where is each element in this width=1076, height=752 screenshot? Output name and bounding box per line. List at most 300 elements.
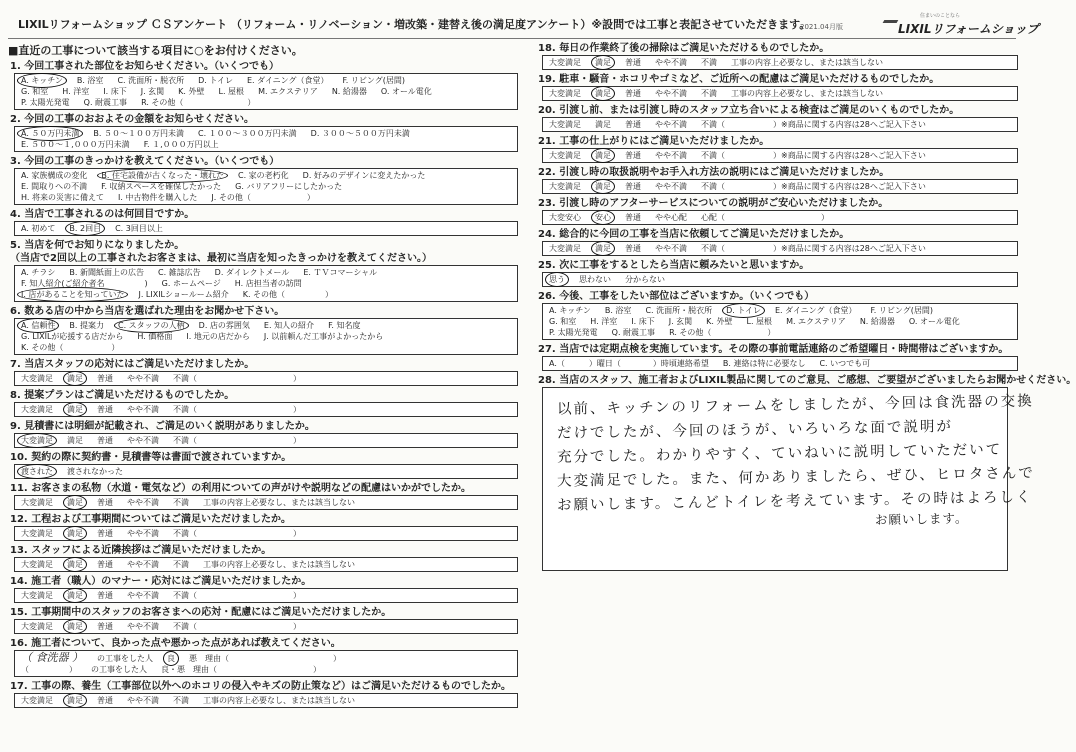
answer-option[interactable]: 普通 [97, 560, 113, 569]
question-block [534, 42, 1018, 70]
answer-option[interactable]: やや不満 [655, 151, 687, 160]
answer-option[interactable]: K. その他（ ） [21, 343, 120, 352]
question-block [534, 228, 1018, 256]
answer-box [14, 168, 518, 205]
answer-option[interactable]: 不満（ ）※商品に関する内容は28へご記入下さい [701, 244, 926, 253]
answer-line [21, 621, 511, 632]
answer-option[interactable]: 大変満足 [549, 120, 581, 129]
answer-option[interactable]: 不満（ ） [173, 374, 301, 383]
answer-option[interactable]: I. 地元の店だから [186, 332, 250, 341]
answer-line [549, 274, 1011, 285]
answer-option[interactable]: 普通 [625, 89, 641, 98]
question-28-title: 28. 当店のスタッフ、施工者およびLIXIL製品に関してのご意見、ご感想、ご要望がございましたらお聞かせください。 [538, 375, 1076, 386]
answer-option[interactable]: やや不満 [655, 182, 687, 191]
answer-option[interactable]: 普通 [625, 213, 641, 222]
answer-option[interactable]: 工事の内容上必要なし、または該当しない [731, 58, 883, 67]
answer-option[interactable]: F. １,０００万円以上 [143, 140, 219, 149]
comment-line: 以前、キッチンのリフォームをしましたが、今回は食洗器の交換 [556, 393, 1034, 418]
answer-option[interactable]: B. 浴室 [76, 76, 104, 85]
answer-option-selected[interactable]: A. キッチン [21, 76, 63, 85]
answer-option[interactable]: E. 知人の紹介 [263, 321, 315, 330]
answer-option[interactable]: やや不満 [127, 622, 159, 631]
answer-option[interactable]: 心配（ ） [701, 213, 829, 222]
answer-option[interactable]: 不満（ ） [173, 436, 301, 445]
answer-box [14, 526, 518, 541]
answer-option[interactable]: Q. 耐震工事 [611, 328, 656, 337]
answer-option[interactable]: B. 連絡は特に必要なし [722, 359, 806, 368]
answer-option[interactable]: 大変満足 [21, 591, 53, 600]
answer-option[interactable]: 思わない [579, 275, 611, 284]
answer-option[interactable]: L. 屋根 [218, 87, 245, 96]
answer-option[interactable]: 不満（ ）※商品に関する内容は28へご記入下さい [701, 120, 926, 129]
answer-option[interactable]: 不満（ ） [173, 622, 301, 631]
answer-option[interactable]: 大変安心 [549, 213, 581, 222]
answer-option[interactable]: P. 太陽光発電 [21, 98, 70, 107]
question-title: 2. 今回の工事のおおよその金額をお知らせください。 [10, 114, 254, 125]
answer-option[interactable]: E. ５００～１,０００万円未満 [21, 140, 130, 149]
answer-option-selected[interactable]: 満足 [595, 182, 611, 191]
answer-option[interactable]: 普通 [97, 498, 113, 507]
answer-option[interactable]: J. その他（ ） [211, 193, 315, 202]
answer-option-selected[interactable]: 満足 [67, 560, 83, 569]
answer-box [14, 619, 518, 634]
answer-option-selected[interactable]: 満足 [595, 151, 611, 160]
answer-option-selected[interactable]: 満足 [67, 498, 83, 507]
answer-option[interactable]: やや不満 [655, 120, 687, 129]
answer-option[interactable]: 普通 [625, 120, 641, 129]
answer-option[interactable]: （ 食洗器 ） [21, 651, 83, 664]
answer-option[interactable]: M. エクステリア [258, 87, 318, 96]
answer-option[interactable]: I. 床下 [631, 317, 655, 326]
answer-option[interactable]: H. 洋室 [62, 87, 90, 96]
answer-option[interactable]: J. 以前頼んだ工事がよかったから [263, 332, 384, 341]
question-title: 12. 工程および工事期間についてはご満足いただけましたか。 [10, 514, 291, 525]
answer-option[interactable]: C. いつでも可 [819, 359, 871, 368]
answer-option[interactable]: J. 玄関 [140, 87, 165, 96]
answer-option[interactable]: H. 店担当者の訪問 [234, 279, 302, 288]
answer-option[interactable]: K. 外壁 [178, 87, 205, 96]
question-title: 19. 駐車・騒音・ホコリやゴミなど、ご近所への配慮はご満足いただけるものでしたか。 [538, 74, 940, 85]
answer-option[interactable]: 普通 [625, 182, 641, 191]
answer-option[interactable]: A. キッチン [549, 306, 591, 315]
answer-option-selected[interactable]: B. 2回目 [69, 224, 102, 233]
question-block [6, 420, 518, 448]
section-title: ■直近の工事について該当する項目に○をお付けください。 [8, 44, 303, 57]
answer-box [542, 272, 1018, 287]
answer-option[interactable]: B. 提案力 [69, 321, 104, 330]
answer-line [549, 150, 1011, 161]
question-block [6, 155, 518, 205]
answer-option[interactable]: E. ダイニング（食堂） [246, 76, 329, 85]
answer-option-selected[interactable]: 思う [549, 275, 565, 284]
answer-option[interactable]: 普通 [97, 622, 113, 631]
question-block [6, 60, 518, 110]
logo-text: LIXILリフォームショップ [898, 22, 1039, 36]
answer-option[interactable]: E. 間取りへの不満 [21, 182, 88, 191]
answer-option[interactable]: F. リビング(居間) [870, 306, 933, 315]
answer-option[interactable]: 普通 [97, 696, 113, 705]
answer-option[interactable]: やや不満 [127, 696, 159, 705]
answer-line [549, 358, 1011, 369]
question-title: 17. 工事の際、養生（工事部位以外へのホコリの侵入やキズの防止策など）はご満足いただけるものでしたか。 [10, 681, 511, 692]
answer-option[interactable]: 大変満足 [549, 89, 581, 98]
answer-line [21, 223, 511, 234]
question-block [6, 606, 518, 634]
answer-option-selected[interactable]: 満足 [67, 622, 83, 631]
answer-option[interactable]: 悪 理由（ ） [189, 654, 341, 663]
answer-box [542, 210, 1018, 225]
answer-box [14, 221, 518, 236]
answer-line [21, 97, 511, 108]
answer-line [21, 664, 511, 675]
answer-option[interactable]: 大変満足 [21, 560, 53, 569]
question-title: 7. 当店スタッフの応対にはご満足いただけましたか。 [10, 359, 255, 370]
lixil-logo [880, 12, 1039, 36]
question-block [6, 208, 518, 236]
answer-option-selected[interactable]: C. スタッフの人柄 [118, 321, 185, 330]
question-block [6, 358, 518, 386]
answer-line [21, 652, 511, 664]
answer-box [542, 86, 1018, 101]
answer-option[interactable]: H. 将来の災害に備えて [21, 193, 104, 202]
question-title: 4. 当店で工事されるのは何回目ですか。 [10, 209, 195, 220]
answer-line [549, 316, 1011, 327]
question-block [534, 166, 1018, 194]
answer-option-selected[interactable]: 満足 [67, 405, 83, 414]
question-block [534, 290, 1018, 340]
question-title: 24. 総合的に今回の工事を当店に依頼してご満足いただけましたか。 [538, 229, 850, 240]
answer-option[interactable]: 大変満足 [21, 622, 53, 631]
answer-option[interactable]: 大変満足 [21, 696, 53, 705]
answer-option[interactable]: 不満（ ）※商品に関する内容は28へご記入下さい [701, 151, 926, 160]
question-block [6, 389, 518, 417]
comment-line: お願いします。こんどトイレを考えています。その時はよろしく [556, 489, 1033, 514]
answer-option[interactable]: D. ダイレクトメール [214, 268, 290, 277]
question-block [6, 575, 518, 603]
answer-line [549, 243, 1011, 254]
question-block [534, 73, 1018, 101]
answer-box [14, 371, 518, 386]
answer-option[interactable]: C. 家の老朽化 [238, 171, 289, 180]
left-question-list [6, 60, 518, 708]
answer-option[interactable]: 満足 [67, 436, 83, 445]
question-title: 5. 当店を何でお知りになりましたか。 [10, 240, 185, 251]
answer-option[interactable]: J. LIXILショールーム紹介 [138, 290, 229, 299]
answer-option[interactable]: 工事の内容上必要なし、または該当しない [731, 89, 883, 98]
answer-line [21, 128, 511, 139]
answer-option[interactable]: 不満 [701, 89, 717, 98]
answer-option[interactable]: G. ホームページ [161, 279, 221, 288]
answer-option[interactable]: 普通 [625, 244, 641, 253]
answer-option[interactable]: の工事をした人 [91, 665, 147, 674]
answer-box [542, 179, 1018, 194]
answer-option-selected[interactable]: 満足 [67, 696, 83, 705]
question-title: 27. 当店では定期点検を実施しています。その際の事前電話連絡のご希望曜日・時間帯はございますか。 [538, 344, 1009, 355]
question-title: 14. 施工者（職人）のマナー・応対にはご満足いただけましたか。 [10, 576, 312, 587]
answer-option[interactable]: E. ＴＶコマーシャル [303, 268, 378, 277]
answer-line [21, 528, 511, 539]
answer-line [549, 327, 1011, 338]
answer-box [542, 55, 1018, 70]
answer-box [14, 126, 518, 152]
answer-option-selected[interactable]: 満足 [67, 529, 83, 538]
answer-option[interactable]: R. その他（ ） [141, 98, 256, 107]
answer-line [21, 86, 511, 97]
answer-line [21, 590, 511, 601]
answer-option[interactable]: 不満（ ）※商品に関する内容は28へご記入下さい [701, 182, 926, 191]
answer-option[interactable]: やや不満 [655, 89, 687, 98]
answer-option[interactable]: D. ３００～５００万円未満 [310, 129, 410, 138]
answer-option[interactable]: 普通 [625, 58, 641, 67]
answer-option-selected[interactable]: 満足 [595, 89, 611, 98]
answer-option[interactable]: C. 雑誌広告 [158, 268, 201, 277]
answer-option[interactable]: 普通 [97, 374, 113, 383]
answer-option[interactable]: やや不満 [127, 374, 159, 383]
answer-option[interactable]: やや不満 [127, 405, 159, 414]
comment-line: 大変満足でした。また、何かありましたら、ぜひ、ヒロタさんで [556, 465, 1035, 490]
answer-option[interactable]: 不満（ ） [173, 591, 301, 600]
answer-line [21, 75, 511, 86]
question-title: 3. 今回の工事のきっかけを教えてください。（いくつでも） [10, 156, 280, 167]
question-title: 18. 毎日の作業終了後の掃除はご満足いただけるものでしたか。 [538, 43, 830, 54]
answer-option-selected[interactable]: 渡された [21, 467, 53, 476]
answer-option-selected[interactable]: B. 住宅設備が古くなった・壊れた [101, 171, 224, 180]
answer-option[interactable]: 工事の内容上必要なし、または該当しない [203, 498, 355, 507]
answer-option[interactable]: B. ５０～１００万円未満 [93, 129, 184, 138]
answer-box [542, 356, 1018, 371]
question-block [6, 305, 518, 355]
answer-line [21, 289, 511, 300]
answer-option[interactable]: 大変満足 [549, 58, 581, 67]
question-title: 25. 次に工事をするとしたら当店に頼みたいと思いますか。 [538, 260, 810, 271]
question-title: 9. 見積書には明細が記載され、ご満足のいく説明がありましたか。 [10, 421, 315, 432]
answer-option[interactable]: 良・悪 理由（ ） [161, 665, 321, 674]
answer-option[interactable]: F. 知名度 [328, 321, 361, 330]
question-title: 1. 今回工事された部位をお知らせください。（いくつでも） [10, 61, 279, 72]
survey-header [8, 8, 1039, 39]
answer-option[interactable]: G. 和室 [21, 87, 49, 96]
answer-option[interactable]: D. トイレ [198, 76, 233, 85]
answer-line [549, 181, 1011, 192]
answer-option[interactable]: I. 中古物件を購入した [117, 193, 198, 202]
answer-option[interactable]: G. 和室 [549, 317, 577, 326]
answer-option[interactable]: A. チラシ [21, 268, 56, 277]
answer-option[interactable]: N. 給湯器 [331, 87, 367, 96]
answer-option-selected[interactable]: I. 店があることを知っていた [21, 290, 125, 299]
answer-line [21, 331, 511, 342]
answer-option[interactable]: K. その他（ ） [242, 290, 334, 299]
answer-line [21, 695, 511, 706]
answer-option[interactable]: A.（ ）曜日（ ）時頃連絡希望 [549, 359, 709, 368]
answer-option[interactable]: 分からない [625, 275, 665, 284]
answer-option-selected[interactable]: 大変満足 [21, 436, 53, 445]
form-version-date: 2021.04月版 [800, 23, 843, 31]
answer-option-selected[interactable]: 満足 [67, 591, 83, 600]
answer-option[interactable]: やや不満 [127, 529, 159, 538]
answer-option[interactable]: Q. 耐震工事 [83, 98, 128, 107]
answer-option[interactable]: N. 給湯器 [859, 317, 895, 326]
answer-option-selected[interactable]: 安心 [595, 213, 611, 222]
answer-box [14, 464, 518, 479]
answer-line [21, 435, 511, 446]
answer-option-selected[interactable]: 満足 [595, 58, 611, 67]
answer-option[interactable]: F. 収納スペースを確保したかった [101, 182, 222, 191]
answer-option[interactable]: O. オール電化 [908, 317, 960, 326]
logo-tagline: 住まいのことなら [920, 13, 961, 19]
answer-option[interactable]: やや不満 [127, 560, 159, 569]
answer-option[interactable]: E. ダイニング（食堂） [774, 306, 857, 315]
answer-option[interactable]: C. 3回目以上 [115, 224, 163, 233]
answer-option[interactable]: 不満 [701, 58, 717, 67]
answer-option[interactable]: G. バリアフリーにしたかった [235, 182, 343, 191]
answer-option[interactable]: H. 洋室 [590, 317, 618, 326]
answer-box [542, 241, 1018, 256]
answer-option[interactable]: 大変満足 [21, 405, 53, 414]
answer-box [14, 693, 518, 708]
answer-box [542, 148, 1018, 163]
answer-option[interactable]: 不満（ ） [173, 529, 301, 538]
answer-option[interactable]: やや不満 [655, 58, 687, 67]
answer-option[interactable]: 普通 [97, 591, 113, 600]
answer-option[interactable]: 不満 [173, 498, 189, 507]
answer-option[interactable]: F. 知人紹介(ご紹介者名 ) [21, 279, 148, 288]
answer-line [21, 466, 511, 477]
answer-option[interactable]: B. 浴室 [604, 306, 632, 315]
answer-option-selected[interactable]: 満足 [595, 244, 611, 253]
answer-option[interactable]: B. 新聞紙面上の広告 [69, 268, 144, 277]
answer-option-selected[interactable]: 満足 [67, 374, 83, 383]
right-question-list [534, 42, 1018, 371]
answer-option[interactable]: 不満 [173, 696, 189, 705]
answer-option[interactable]: 大変満足 [549, 244, 581, 253]
answer-option[interactable]: やや心配 [655, 213, 687, 222]
answer-option[interactable]: J. 玄関 [668, 317, 693, 326]
answer-line [21, 559, 511, 570]
answer-option[interactable]: 普通 [97, 436, 113, 445]
answer-option[interactable]: やや不満 [127, 498, 159, 507]
right-column [534, 42, 1076, 574]
question-title: 8. 提案プランはご満足いただけるものでしたか。 [10, 390, 235, 401]
answer-option[interactable]: 満足 [595, 120, 611, 129]
answer-option[interactable]: やや不満 [127, 591, 159, 600]
answer-option[interactable]: 大変満足 [21, 529, 53, 538]
answer-option[interactable]: F. リビング(居間) [342, 76, 405, 85]
answer-line [549, 57, 1011, 68]
answer-box [14, 402, 518, 417]
question-block [6, 239, 518, 302]
answer-option[interactable]: （ ） [21, 665, 77, 674]
answer-option[interactable]: 大変満足 [21, 498, 53, 507]
answer-option[interactable]: の工事をした人 [97, 654, 153, 663]
answer-option[interactable]: 不満 [173, 560, 189, 569]
answer-option[interactable]: D. 好みのデザインに変えたかった [302, 171, 426, 180]
question-block [534, 104, 1018, 132]
answer-option[interactable]: C. 洗面所・脱衣所 [645, 306, 713, 315]
answer-option[interactable]: D. 店の雰囲気 [198, 321, 250, 330]
answer-box [14, 318, 518, 355]
answer-option[interactable]: やや不満 [655, 244, 687, 253]
logo-swoosh-icon [876, 20, 899, 35]
answer-option[interactable]: 大変満足 [549, 151, 581, 160]
answer-option[interactable]: I. 床下 [103, 87, 127, 96]
question-title: 10. 契約の際に契約書・見積書等は書面で渡されていますか。 [10, 452, 292, 463]
answer-option[interactable]: H. 価格面 [137, 332, 173, 341]
answer-option[interactable]: O. オール電化 [380, 87, 432, 96]
answer-option-selected[interactable]: A. ５０万円未満 [21, 129, 80, 138]
answer-option[interactable]: L. 屋根 [746, 317, 773, 326]
question-block [6, 451, 518, 479]
question-block [6, 637, 518, 677]
answer-line [21, 497, 511, 508]
answer-option[interactable]: C. 洗面所・脱衣所 [117, 76, 185, 85]
answer-option[interactable]: A. 家族構成の変化 [21, 171, 88, 180]
question-block [534, 135, 1018, 163]
answer-box [14, 588, 518, 603]
answer-option[interactable]: 大変満足 [549, 182, 581, 191]
question-title: 16. 施工者について、良かった点や悪かった点があれば教えてください。 [10, 638, 341, 649]
question-block [6, 680, 518, 708]
answer-box [542, 117, 1018, 132]
question-title: 11. お客さまの私物（水道・電気など）の利用についての声がけや説明などの配慮はいかがでしたか。 [10, 483, 471, 494]
question-title: 26. 今後、工事をしたい部位はございますか。（いくつでも） [538, 291, 815, 302]
question-title: 15. 工事期間中のスタッフのお客さまへの応対・配慮にはご満足いただけましたか。 [10, 607, 392, 618]
answer-option-selected[interactable]: 良 [167, 654, 175, 663]
question-title: 21. 工事の仕上がりにはご満足いただけましたか。 [538, 136, 770, 147]
question-subtitle: （当店で2回以上の工事されたお客さまは、最初に当店を知ったきっかけを教えてください。） [10, 253, 432, 264]
answer-box [542, 303, 1018, 340]
answer-line [549, 212, 1011, 223]
answer-option[interactable]: K. 外壁 [706, 317, 733, 326]
survey-title: LIXILリフォームショップ ＣＳアンケート （リフォーム・リノベーション・増改築・建替え後の満足度アンケート）※設問では工事と表記させていただきます。 [18, 18, 811, 31]
question-block [534, 343, 1018, 371]
question-block [6, 513, 518, 541]
question-title: 20. 引渡し前、または引渡し時のスタッフ立ち合いによる検査はご満足のいくものでしたか。 [538, 105, 960, 116]
answer-box [14, 557, 518, 572]
question-block [6, 113, 518, 152]
answer-option[interactable]: 不満（ ） [173, 405, 301, 414]
answer-line [21, 181, 511, 192]
answer-option[interactable]: G. LIXILが応援する店だから [21, 332, 124, 341]
answer-option[interactable]: P. 太陽光発電 [549, 328, 598, 337]
answer-option-selected[interactable]: D. トイレ [726, 306, 761, 315]
answer-option[interactable]: 工事の内容上必要なし、または該当しない [203, 696, 355, 705]
question-block [534, 259, 1018, 287]
answer-line [21, 320, 511, 331]
answer-line [21, 404, 511, 415]
answer-box [14, 433, 518, 448]
answer-option[interactable]: M. エクステリア [786, 317, 846, 326]
answer-option[interactable]: 普通 [97, 529, 113, 538]
answer-option[interactable]: 普通 [97, 405, 113, 414]
comment-line: だけでしたが、今回のほうが、いろいろな面で説明が [556, 418, 954, 442]
answer-option[interactable]: R. その他（ ） [669, 328, 776, 337]
answer-line [21, 267, 511, 278]
free-comment-box[interactable] [542, 387, 1035, 571]
answer-option-selected[interactable]: A. 信頼性 [21, 321, 56, 330]
question-title: 6. 数ある店の中から当店を選ばれた理由をお聞かせ下さい。 [10, 306, 285, 317]
answer-option[interactable]: A. 初めて [21, 224, 56, 233]
answer-option[interactable]: C. １００～３００万円未満 [198, 129, 297, 138]
answer-option[interactable]: 工事の内容上必要なし、または該当しない [203, 560, 355, 569]
answer-option[interactable]: やや不満 [127, 436, 159, 445]
answer-box [14, 495, 518, 510]
answer-box [14, 73, 518, 110]
answer-option[interactable]: 大変満足 [21, 374, 53, 383]
answer-line [549, 305, 1011, 316]
answer-option[interactable]: 渡されなかった [67, 467, 123, 476]
answer-option[interactable]: 普通 [625, 151, 641, 160]
answer-box [14, 650, 518, 677]
